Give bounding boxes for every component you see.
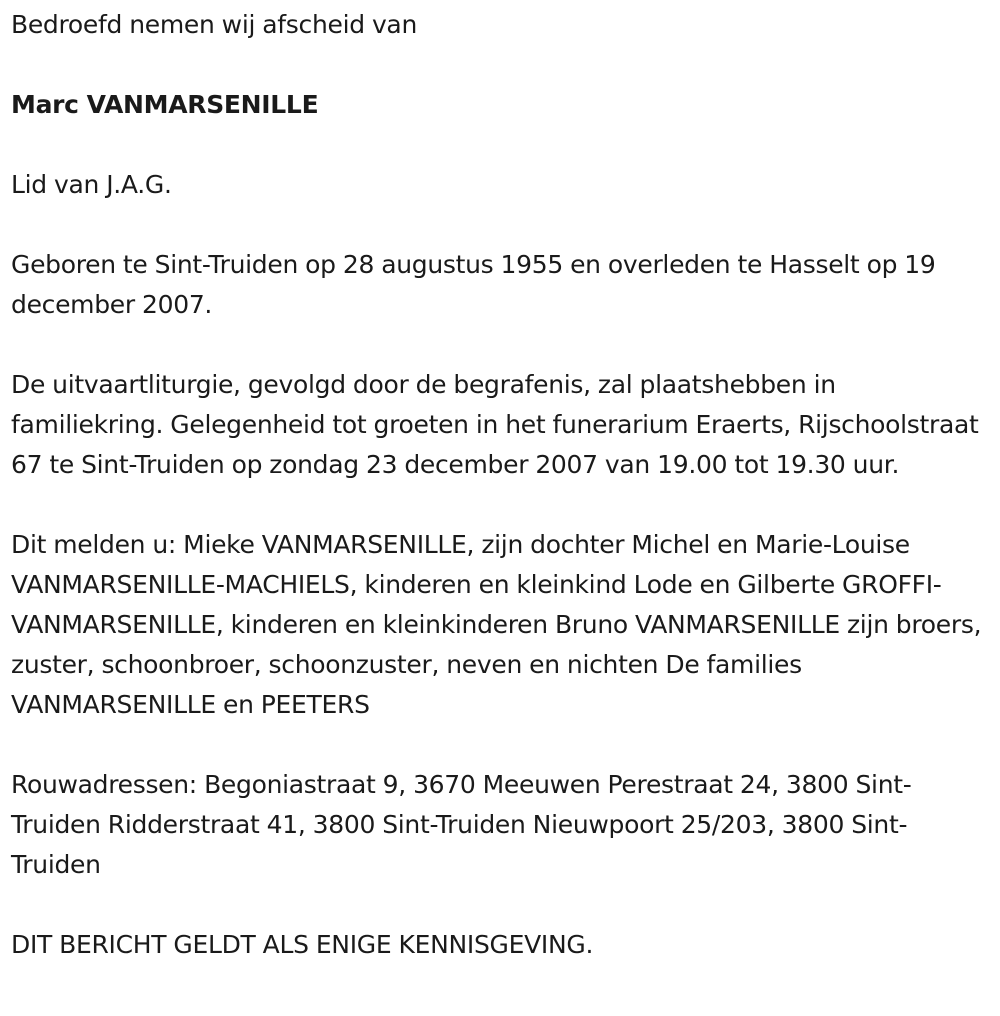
family-paragraph: Dit melden u: Mieke VANMARSENILLE, zijn dochter Michel en Marie-Louise VANMARSENILLE-MACHIELS, kinderen en kleinkind Lode en Gilberte GROFFI-VANMARSENILLE, kinderen en kleinkinderen Bruno VANMARSENILLE zijn broers, zuster, schoonbroer, schoonzuster, neven en nichten De families VANMARSENILLE en PEETERS	[11, 530, 982, 719]
membership-line: Lid van J.A.G.	[11, 170, 172, 199]
intro-line: Bedroefd nemen wij afscheid van	[11, 10, 417, 39]
deceased-name: Marc VANMARSENILLE	[11, 90, 319, 119]
obituary-notice	[11, 5, 991, 965]
addresses-paragraph: Rouwadressen: Begoniastraat 9, 3670 Meeuwen Perestraat 24, 3800 Sint-Truiden Ridderstraat 41, 3800 Sint-Truiden Nieuwpoort 25/203, 3800 Sint-Truiden	[11, 770, 912, 879]
funeral-paragraph: De uitvaartliturgie, gevolgd door de begrafenis, zal plaatshebben in familiekring. Gelegenheid tot groeten in het funerarium Eraerts, Rijschoolstraat 67 te Sint-Truiden op zondag 23 december 2007 van 19.00 tot 19.30 uur.	[11, 370, 979, 479]
closing-line: DIT BERICHT GELDT ALS ENIGE KENNISGEVING.	[11, 930, 594, 959]
birth-death-paragraph: Geboren te Sint-Truiden op 28 augustus 1955 en overleden te Hasselt op 19 december 2007.	[11, 250, 936, 319]
